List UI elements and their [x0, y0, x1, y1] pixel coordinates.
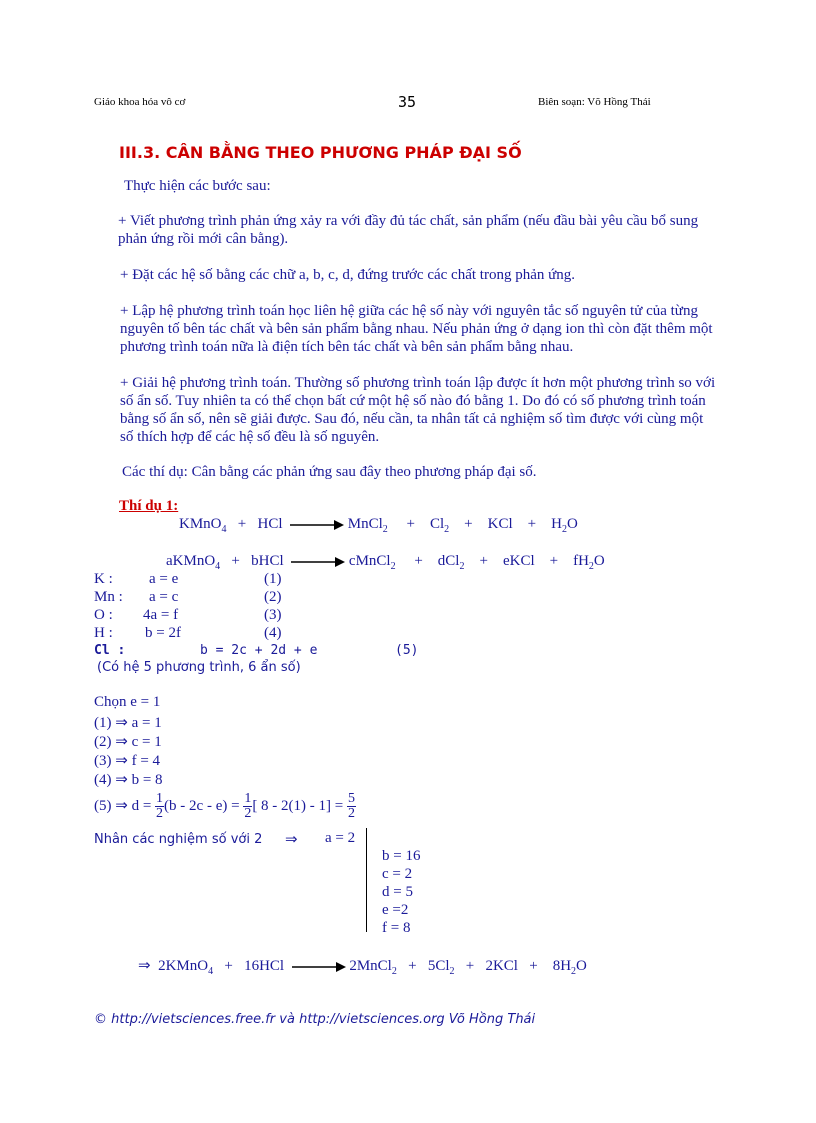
- step-1: + Viết phương trình phản ứng xảy ra với đầy đủ tác chất, sản phẩm (nếu đầu bài yêu cầu bổ sung phản ứng rồi mới cân bằng).: [118, 213, 699, 247]
- reactant-1: KMnO: [179, 516, 222, 532]
- reaction-coef-line: aKMnO$_4$ + bHCl cMnCl$_2$ + dCl$_2$ + eKCl + $fH_2O$: [166, 553, 605, 572]
- balance-no: (1): [264, 571, 282, 587]
- cl-eq: b = 2c + 2d + e: [200, 643, 318, 658]
- balance-eq: b = 2f: [145, 625, 181, 641]
- balance-no: (4): [264, 625, 282, 641]
- cl-el: Cl :: [94, 643, 126, 658]
- solution-row: (2) ⇒ c = 1: [94, 734, 162, 750]
- bracket-line: [366, 828, 367, 932]
- step-3: + Lập hệ phương trình toán học liên hệ giữa các hệ số này với nguyên tắc số nguyên tử của từng nguyên tố bên tác chất và bên sản phẩm bằng nhau. Nếu phản ứng ở dạng ion thì còn đặt thêm một phương trình toán nữa là điện tích bên tác chất và bên sản phẩm bằng nhau.: [120, 303, 713, 355]
- reaction-line: KMnO$_4$ + HCl MnCl$_2$ + $Cl_2$ + KCl + $H_2O$: [179, 516, 578, 535]
- product-2: Cl: [429, 516, 445, 532]
- arrow-icon: [290, 519, 344, 531]
- reactant-2: HCl: [257, 516, 283, 532]
- balance-no: (3): [264, 607, 282, 623]
- fraction: $\frac{1}{2}$: [156, 791, 164, 821]
- coef-c: c = 2: [382, 866, 413, 882]
- balance-el: Mn :: [94, 589, 123, 605]
- balance-eq: 4a = f: [143, 607, 179, 623]
- footer-links[interactable]: © http://vietsciences.free.fr và http://vietsciences.org Võ Hồng Thái: [94, 1012, 536, 1027]
- step-2: + Đặt các hệ số bằng các chữ a, b, c, d, đứng trước các chất trong phản ứng.: [120, 267, 575, 283]
- example-label: Thí dụ 1:: [119, 498, 179, 514]
- section-title: III.3. CÂN BẰNG THEO PHƯƠNG PHÁP ĐẠI SỐ: [119, 143, 522, 162]
- balance-eq: a = c: [149, 589, 179, 605]
- header-left: Giáo khoa hóa vô cơ: [94, 96, 186, 108]
- solution-row: (1) ⇒ a = 1: [94, 715, 162, 731]
- page-number: 35: [398, 93, 417, 111]
- eq5-row: (5) ⇒ d = $\frac{1}{2}$ (b - 2c - e) = $\frac{1}{2}$ [ 8 - 2(1) - 1] = $\frac{5}{2}$: [94, 791, 355, 821]
- step-4: + Giải hệ phương trình toán. Thường số phương trình toán lập được ít hơn một phương trình so với số ẩn số. Tuy nhiên ta có thể chọn bất cứ một hệ số nào đó bằng 1. Do đó có số phương trình toán bằng số ẩn số, nên sẽ giải được. Sau đó, nếu cần, ta nhân tất cả nghiệm số tìm được với cùng một số thích hợp để các hệ số đều là số nguyên.: [120, 375, 716, 445]
- product-1: MnCl: [347, 516, 383, 532]
- implies-symbol: ⇒: [285, 832, 298, 848]
- multiply-text: Nhân các nghiệm số với 2: [94, 832, 263, 847]
- arrow-icon: [292, 961, 346, 973]
- coef-b: b = 16: [382, 848, 421, 864]
- final-reaction: ⇒ 2KMnO$_4$ + 16HCl 2MnCl$_2$ + $5Cl_2$ + 2KCl + $8H_2O$: [138, 958, 587, 977]
- solution-row: (4) ⇒ b = 8: [94, 772, 163, 788]
- balance-no: (2): [264, 589, 282, 605]
- solution-row: (3) ⇒ f = 4: [94, 753, 161, 769]
- intro-text: Thực hiện các bước sau:: [124, 178, 271, 194]
- product-3: KCl: [487, 516, 513, 532]
- fraction: $\frac{5}{2}$: [348, 791, 355, 821]
- product-4: H: [551, 516, 562, 532]
- cl-no: (5): [395, 643, 419, 658]
- coef-f: f = 8: [382, 920, 411, 936]
- balance-el: H :: [94, 625, 113, 641]
- coef-d: d = 5: [382, 884, 413, 900]
- choose-text: Chọn e = 1: [94, 694, 161, 710]
- header-right: Biên soạn: Võ Hồng Thái: [538, 96, 651, 108]
- balance-el: K :: [94, 571, 113, 587]
- system-note: (Có hệ 5 phương trình, 6 ẩn số): [97, 660, 301, 675]
- balance-eq: a = e: [149, 571, 179, 587]
- examples-intro: Các thí dụ: Cân bằng các phản ứng sau đây theo phương pháp đại số.: [122, 464, 537, 480]
- coef-e: e =2: [382, 902, 409, 918]
- arrow-icon: [291, 556, 345, 568]
- fraction: $\frac{1}{2}$: [244, 791, 252, 821]
- coef-a: a = 2: [325, 830, 356, 846]
- balance-el: O :: [94, 607, 113, 623]
